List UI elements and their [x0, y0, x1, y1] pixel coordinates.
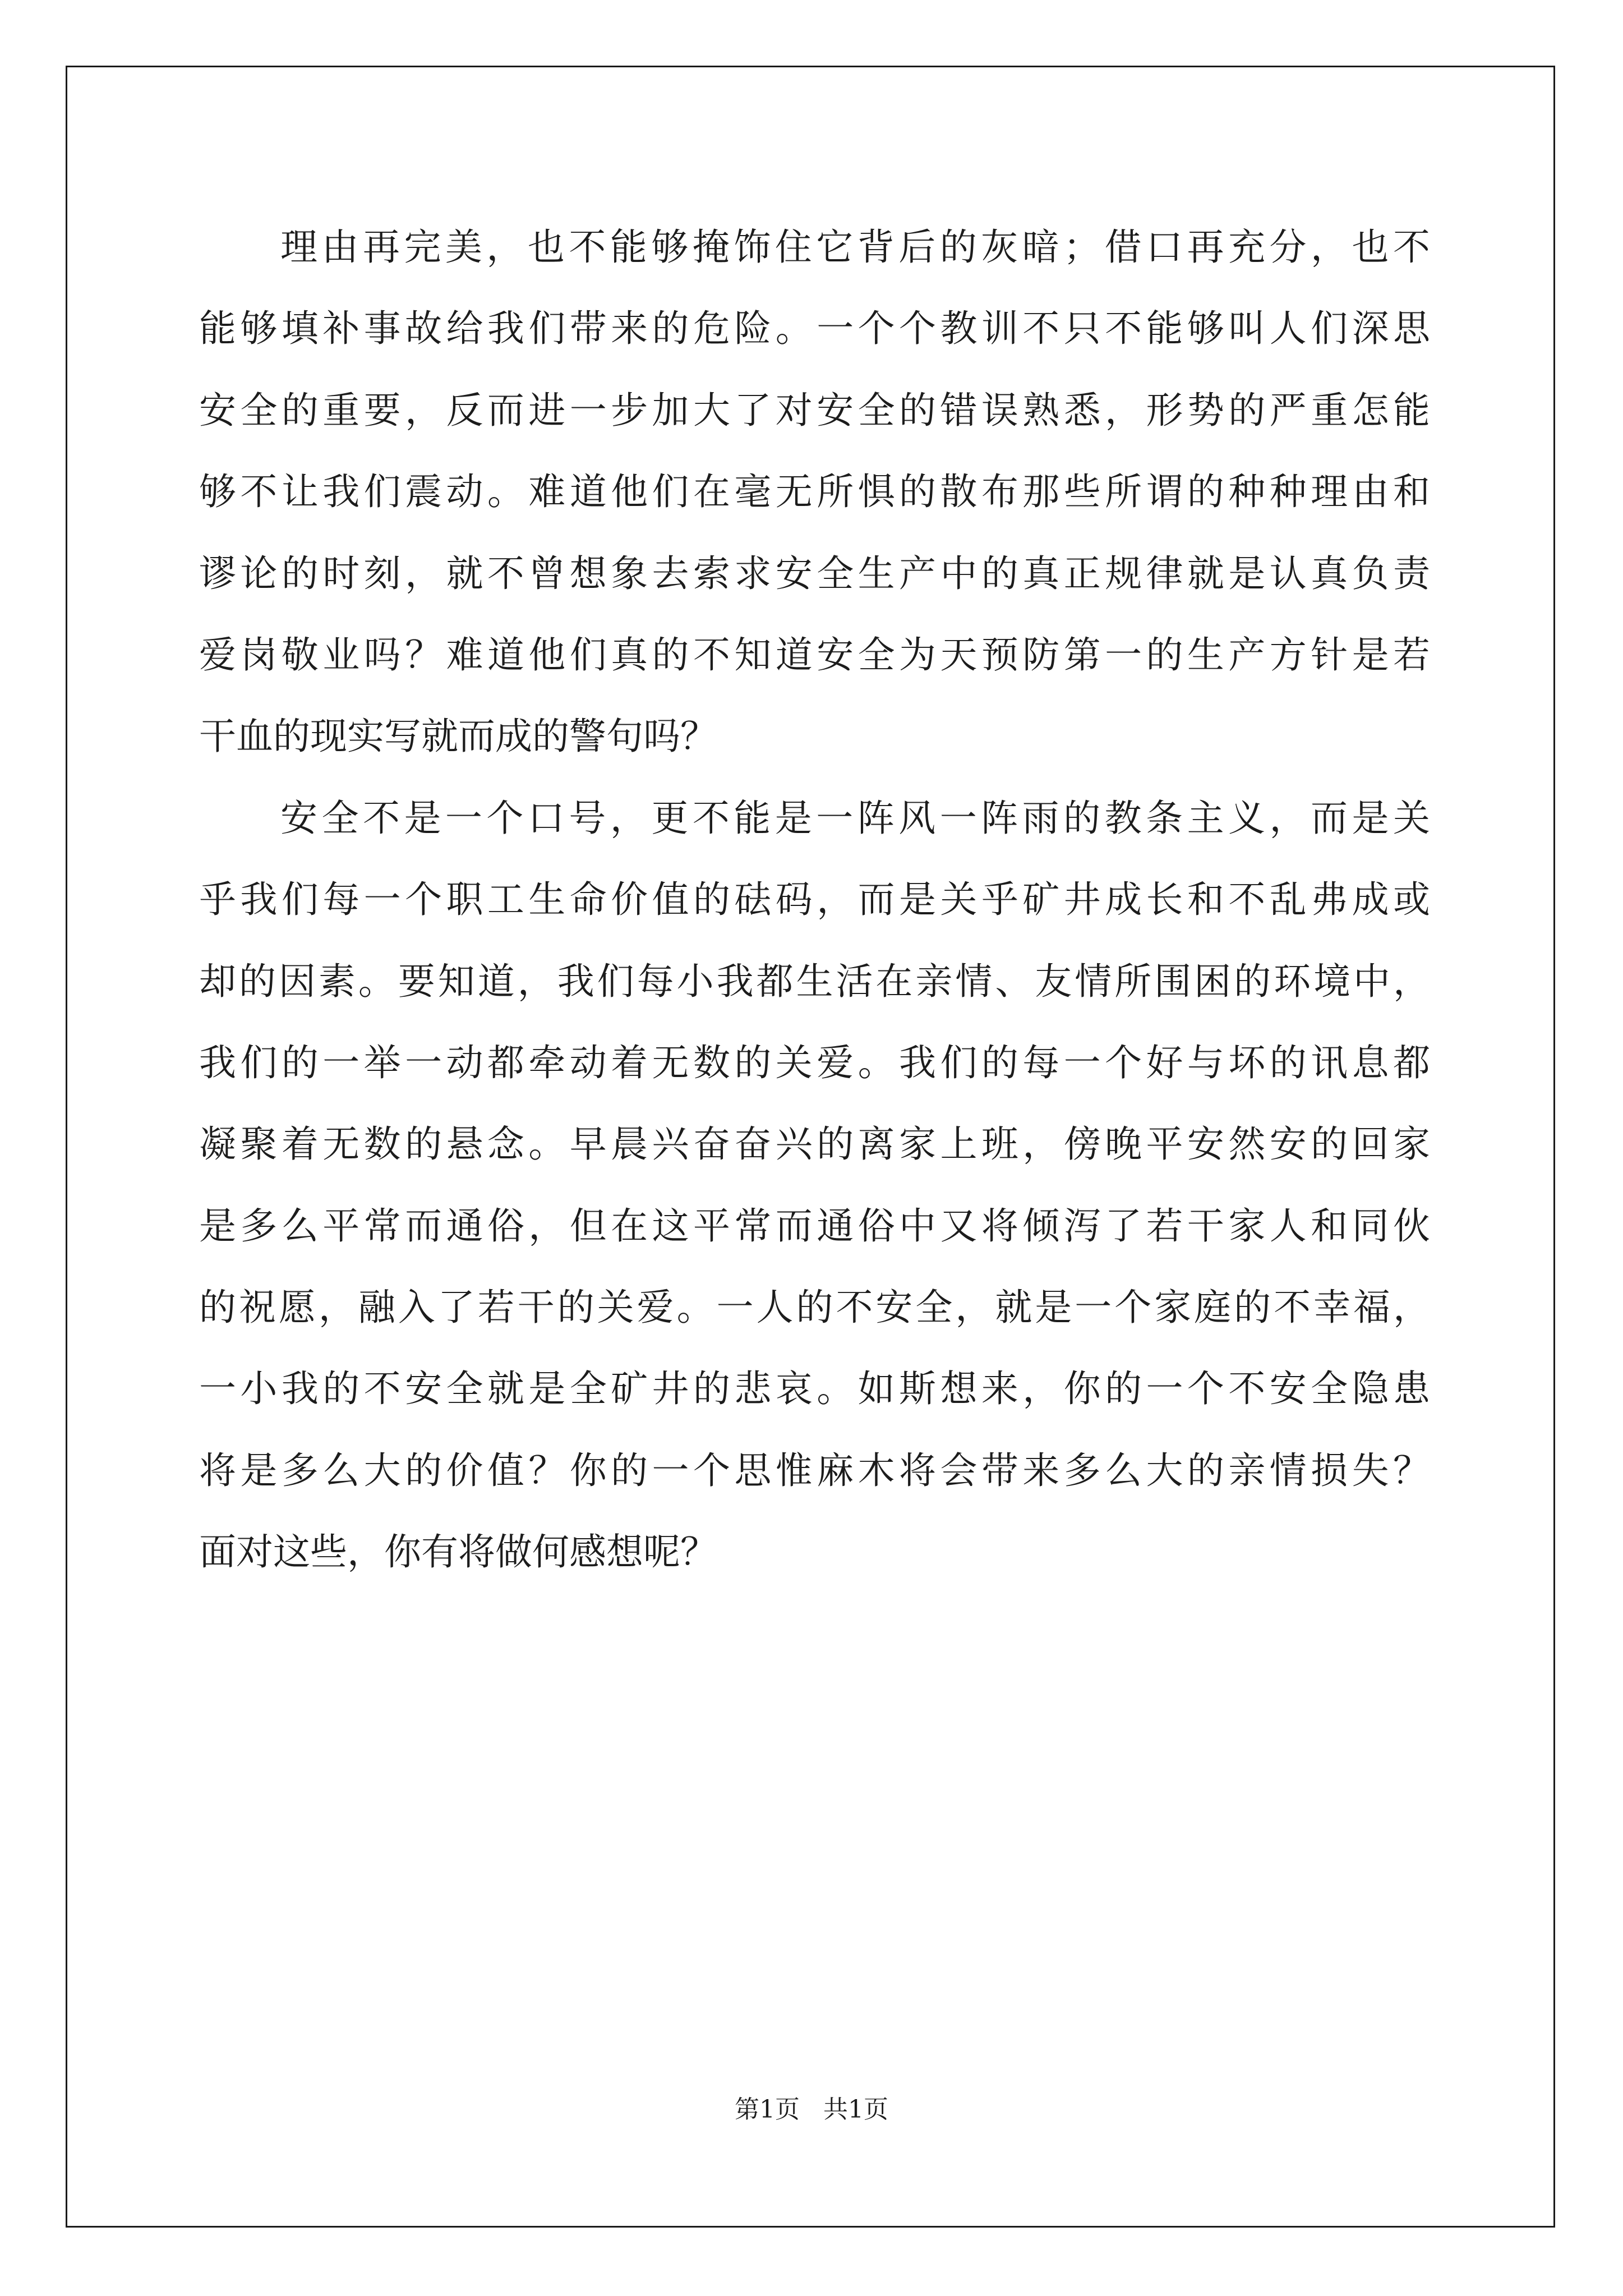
- text-line: 却的因素。要知道，我们每小我都生活在亲情、友情所围困的环境中，: [199, 959, 1430, 1003]
- text-line: 凝聚着无数的悬念。早晨兴奋奋兴的离家上班，傍晚平安然安的回家: [199, 1122, 1430, 1166]
- text-line: 乎我们每一个职工生命价值的砝码，而是关乎矿井成长和不乱弗成或: [199, 878, 1430, 922]
- text-line: 理由再完美，也不能够掩饰住它背后的灰暗；借口再充分，也不: [280, 226, 1430, 269]
- text-line: 干血的现实写就而成的警句吗？: [199, 715, 717, 758]
- text-line: 的祝愿，融入了若干的关爱。一人的不安全，就是一个家庭的不幸福，: [199, 1286, 1430, 1329]
- text-line: 面对这些，你有将做何感想呢？: [199, 1530, 717, 1574]
- paragraph-1: [199, 206, 1430, 777]
- document-body: [199, 206, 1430, 1593]
- page-footer: 第1页 共1页: [735, 2095, 888, 2124]
- text-line: 能够填补事故给我们带来的危险。一个个教训不只不能够叫人们深思: [199, 307, 1430, 351]
- text-line: 安全的重要，反而进一步加大了对安全的错误熟悉，形势的严重怎能: [199, 388, 1430, 432]
- text-line: 将是多么大的价值？你的一个思惟麻木将会带来多么大的亲情损失？: [199, 1448, 1430, 1492]
- text-line: 谬论的时刻，就不曾想象去索求安全生产中的真正规律就是认真负责: [199, 551, 1430, 595]
- text-line: 一小我的不安全就是全矿井的悲哀。如斯想来，你的一个不安全隐患: [199, 1367, 1430, 1411]
- text-line: 我们的一举一动都牵动着无数的关爱。我们的每一个好与坏的讯息都: [199, 1041, 1430, 1084]
- text-line: 够不让我们震动。难道他们在毫无所惧的散布那些所谓的种种理由和: [199, 470, 1430, 514]
- text-line: 是多么平常而通俗，但在这平常而通俗中又将倾泻了若干家人和同伙: [199, 1204, 1430, 1248]
- text-line: 爱岗敬业吗？难道他们真的不知道安全为天预防第一的生产方针是若: [199, 633, 1430, 677]
- text-line: 安全不是一个口号，更不能是一阵风一阵雨的教条主义，而是关: [280, 796, 1430, 840]
- paragraph-2: [199, 777, 1430, 1593]
